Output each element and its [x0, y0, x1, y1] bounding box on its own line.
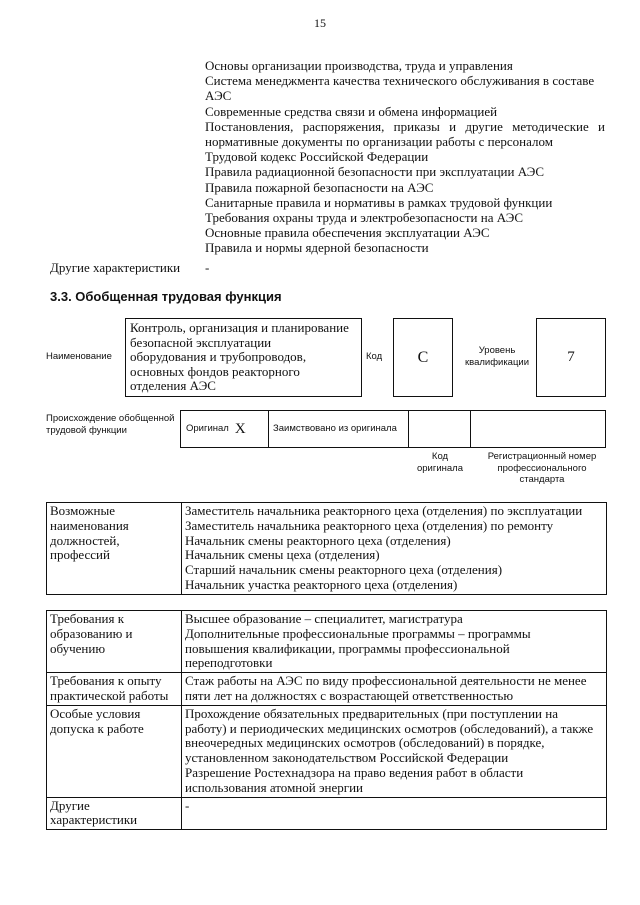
- function-name-line: отделения АЭС: [130, 378, 216, 394]
- name-label: Наименование: [46, 351, 112, 362]
- function-name-line: безопасной эксплуатации: [130, 334, 272, 350]
- other-characteristics-label: Другие характеристики: [50, 260, 181, 275]
- position-item: Начальник участка реакторного цеха (отделения): [185, 576, 458, 592]
- position-item: Заместитель начальника реакторного цеха (отделения) по эксплуатации: [185, 503, 583, 518]
- other-characteristics-value: -: [205, 260, 210, 275]
- origin-label: Происхождение обобщенной трудовой функции: [46, 413, 175, 436]
- requirement-line: работу) и периодических медицинских осмотров (обследований), а также: [185, 720, 594, 736]
- table-row: [47, 611, 607, 673]
- knowledge-line: Правила пожарной безопасности на АЭС: [205, 179, 434, 195]
- original-code-cell: [409, 411, 471, 447]
- experience-requirements-label: Требования к опыту практической работы: [47, 673, 182, 706]
- knowledge-line: Трудовой кодекс Российской Федерации: [205, 149, 429, 165]
- table-row: [47, 797, 607, 830]
- table-row: [47, 705, 607, 797]
- requirement-line: Разрешение Ростехнадзора на право ведения работ в области: [185, 764, 524, 780]
- original-label: Оригинал: [186, 423, 229, 435]
- original-code-caption: Код оригинала: [416, 451, 463, 474]
- code-value: C: [393, 318, 453, 397]
- requirement-line: внеочередных медицинских осмотров (обследований) в порядке,: [185, 735, 545, 751]
- borrowed-cell: [269, 411, 409, 447]
- requirements-table: [46, 610, 607, 830]
- registration-number-caption: Регистрационный номер профессионального стандарта: [487, 451, 597, 485]
- knowledge-list: [205, 58, 605, 256]
- other-characteristics-value: [182, 797, 607, 830]
- code-label: Код: [366, 351, 383, 362]
- admission-conditions-value: [182, 705, 607, 797]
- position-item: Старший начальник смены реакторного цеха (отделения): [185, 562, 503, 578]
- knowledge-line: Постановления, распоряжения, приказы и другие методические и: [205, 118, 605, 134]
- experience-requirements-value: [182, 673, 607, 706]
- function-name-line: оборудования и трубопроводов,: [130, 349, 307, 365]
- requirement-line: -: [185, 797, 190, 813]
- section-title: 3.3. Обобщенная трудовая функция: [50, 289, 282, 304]
- requirement-line: Прохождение обязательных предварительных (при поступлении на: [185, 705, 558, 721]
- table-row: [47, 503, 607, 595]
- requirement-line: Стаж работы на АЭС по виду профессиональной деятельности не менее: [185, 673, 587, 689]
- education-requirements-label: Требования к образованию и обучению: [47, 611, 182, 673]
- knowledge-line: Система менеджмента качества технического обслуживания в составе: [205, 73, 595, 89]
- requirement-line: Высшее образование – специалитет, магистратура: [185, 611, 463, 626]
- requirement-line: переподготовки: [185, 655, 273, 671]
- requirement-line: повышения квалификации, программы профессиональной: [185, 640, 510, 656]
- registration-number-cell: [471, 411, 605, 447]
- position-item: Начальник смены реакторного цеха (отделения): [185, 532, 451, 548]
- requirement-line: использования атомной энергии: [185, 779, 364, 795]
- qualification-level-value: 7: [536, 318, 606, 397]
- requirement-line: пяти лет на должностях с возрастающей ответственностью: [185, 687, 514, 703]
- knowledge-line: Основы организации производства, труда и управления: [205, 58, 513, 73]
- requirement-line: установленном законодательством Российской Федерации: [185, 750, 509, 766]
- positions-list: [182, 503, 607, 595]
- knowledge-line: Современные средства связи и обмена информацией: [205, 103, 498, 119]
- knowledge-line: нормативные документы по организации работы с персоналом: [205, 134, 553, 150]
- knowledge-line: Санитарные правила и нормативы в рамках трудовой функции: [205, 194, 553, 210]
- function-name-line: основных фондов реакторного: [130, 363, 300, 379]
- knowledge-line: Требования охраны труда и электробезопасности на АЭС: [205, 210, 524, 226]
- table-row: [47, 673, 607, 706]
- function-name-box: [125, 318, 362, 397]
- page-number: 15: [314, 16, 326, 30]
- qualification-level-label: Уровень квалификации: [464, 345, 530, 368]
- knowledge-line: АЭС: [205, 88, 232, 104]
- positions-label: Возможные наименования должностей, профессий: [47, 503, 182, 595]
- education-requirements-value: [182, 611, 607, 673]
- original-mark: X: [234, 420, 246, 437]
- function-name-line: Контроль, организация и планирование: [130, 320, 349, 335]
- position-item: Начальник смены цеха (отделения): [185, 547, 380, 563]
- origin-row: [180, 410, 606, 448]
- other-characteristics-label: Другие характеристики: [47, 797, 182, 830]
- knowledge-line: Правила радиационной безопасности при эксплуатации АЭС: [205, 164, 545, 180]
- positions-table: [46, 502, 607, 595]
- requirement-line: Дополнительные профессиональные программы – программы: [185, 625, 531, 641]
- borrowed-label: Заимствовано из оригинала: [273, 423, 397, 435]
- admission-conditions-label: Особые условия допуска к работе: [47, 705, 182, 797]
- original-cell: [181, 411, 269, 447]
- knowledge-line: Основные правила обеспечения эксплуатации АЭС: [205, 225, 490, 241]
- knowledge-line: Правила и нормы ядерной безопасности: [205, 240, 429, 256]
- position-item: Заместитель начальника реакторного цеха (отделения) по ремонту: [185, 517, 554, 533]
